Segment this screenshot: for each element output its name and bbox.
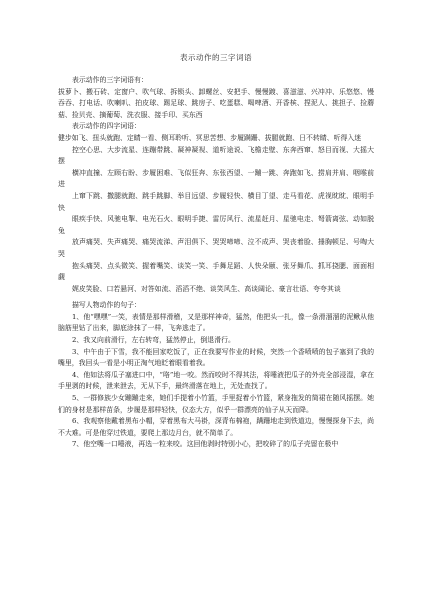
phrase-paragraph: 放声痛哭、失声痛哭、痛哭流涕、声泪俱下、哭哭啼啼、泣不成声、哭丧着脸、捶胸顿足、号啕大哭 bbox=[58, 238, 374, 258]
section1-heading: 表示动作的三字词语有： bbox=[72, 76, 148, 84]
phrase-paragraph: 控空心思、大步流星、连蹦带跳、凝神凝视、道听途说、飞檐走壁、东奔西窜、怒目而视、大摇大摆 bbox=[58, 145, 374, 166]
phrase-paragraph: 上窜下跳、撒腿就跑、跳手跳脚、举目远望、步履轻快、横目丁望、走马看花、虎视眈眈、眼明手快 bbox=[58, 191, 374, 212]
phrase-paragraph: 抱头痛哭、点头微笑、握着嘴笑、谈笑一笑、手舞足蹈、人快朵颐、张牙舞爪、抓耳挠腮、面面相觑 bbox=[58, 261, 374, 282]
phrase-paragraph: 娓皮笑脸、口若悬河、对答如流、滔滔不绝、谈笑风生、高谈阔论、豪言壮语、夸夸其谈 bbox=[72, 284, 341, 293]
example-sentence: 1、他“嘿嘿”一笑，表情是那样滑稽，又是那样神奇，猛然，他把头一扎，像一条滑溜溜的泥鳅从他脑筋里钻了出来，脚底涂抹了一样，飞奔逃走了。 bbox=[58, 312, 374, 333]
example-sentence: 7、他空嘴一口唾液，再选一粒来咬。这回他剥时特别小心，把咬碎了的瓜子壳留在极中 bbox=[72, 440, 339, 449]
phrase-paragraph: 横冲直撞、左顾右盼、步履困难、飞似狂奔、东张西望、一蹦一跳、奔跑如飞、捞肩并肩、咽喉前进 bbox=[58, 168, 374, 189]
section3-heading: 描写人物动作的句子： bbox=[72, 301, 141, 310]
example-sentence: 4、他如法将瓜子塞进口中，“咯”地一咬。然而咬时不得其法，将唾液把瓜子的外壳全部浸湿，拿在手里剥的时候，泄来泄去，无从下手，最终滑落在地上，无处查找了。 bbox=[58, 370, 374, 391]
section2-heading: 表示动作的四字词语： bbox=[72, 122, 141, 131]
example-sentence: 5、一群修族少女蹦蹦走来，她们手提着小竹篮，手里捉着小竹篮，紧身拖发的简裙在随风摇摆。她们的身材是那样苗条，步履是那样轻快，仪态大方，似乎一群漂亮的仙子从天而降。 bbox=[58, 394, 374, 414]
example-sentence: 3、中午由于下雪，我不能回家吃饭了，正在我要写作业的时候，突然一个香喷喷的包子塞到了我的嘴里，我回头一看是小明正淘气地眨着眼看着我。 bbox=[58, 347, 374, 368]
phrase-paragraph: 健步如飞、扭头就跑、定睛一看、侧耳聆听、冥思苦想、步履蹒跚、拔腿就跑、日不转睛、听得入迷 bbox=[58, 133, 362, 142]
phrase-paragraph: 眼疾手快、风驰电掣、电光石火、眼明手捷、雷厉风行、流星赶月、星驰电走、弩箭离弦、动如脱兔 bbox=[58, 215, 374, 235]
example-sentence: 2、我又向前滑行，左右转弯，猛然停止，倒退滑行。 bbox=[72, 336, 235, 345]
section1-text: 拔萝卜、搬石砖、定窗户、吹气球、拆锁头、卸螺丝、安把手、慢慢踱、喜滋滋、兴冲冲、乐悠悠、慢吞吞、打电话、吹喇叭、拍皮球、踢足球、跳房子、吃蛋糕、喝啤酒、开香槟、捏泥人、挑担子、捡蘑菇、捡贝壳、摘葡萄、洗衣服、接手印、买东西 bbox=[58, 87, 374, 119]
example-sentence: 6、我观察他戴着黑布小帽，穿着黑布大马褂，深青布棉袍，蹒跚地走到铁道边，慢慢探身下去，尚不大难。可是他穿过铁道，要爬上那边月台，就不简单了。 bbox=[58, 417, 374, 437]
page-title: 表示动作的三字词语 bbox=[180, 53, 252, 62]
